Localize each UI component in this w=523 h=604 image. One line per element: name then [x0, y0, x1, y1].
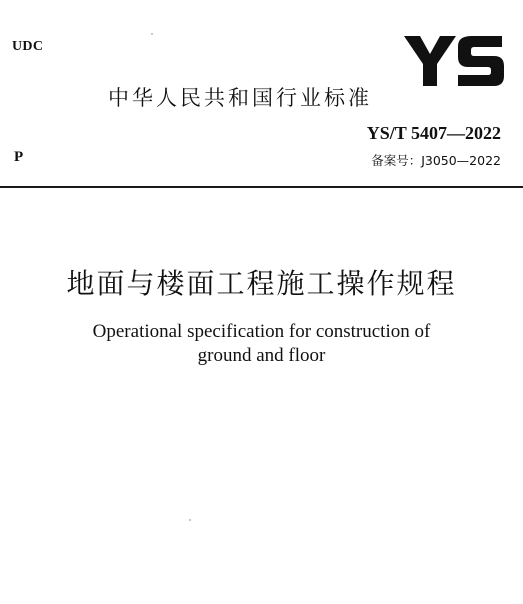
english-title-line-2: ground and floor	[197, 345, 326, 366]
english-title	[0, 320, 523, 368]
standard-number: YS/T 5407—2022	[366, 123, 501, 143]
speck-mark	[151, 33, 153, 35]
header-divider	[0, 186, 523, 188]
udc-label: UDC	[12, 39, 44, 54]
english-title-line-1: Operational specification for construction of	[92, 321, 431, 342]
chinese-title: 地面与楼面工程施工操作规程	[66, 267, 457, 300]
ys-logo	[402, 30, 506, 92]
record-number: 备案号：J3050—2022	[371, 153, 501, 168]
classification-code: P	[14, 149, 24, 165]
issuer-heading: 中华人民共和国行业标准	[108, 86, 372, 110]
speck-mark	[189, 519, 191, 521]
